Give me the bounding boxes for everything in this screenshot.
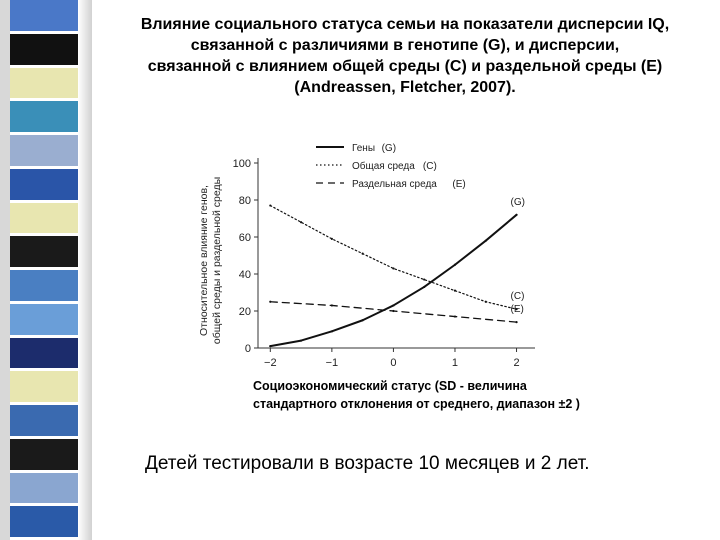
x-tick-label: 2 [513, 357, 520, 369]
y-axis-label [198, 177, 223, 344]
title-line: связанной с различиями в генотипе (G), и дисперсии, [190, 37, 620, 54]
stripe-block [10, 506, 78, 537]
legend-tag: (G) [381, 143, 397, 154]
stripe-block [10, 135, 78, 166]
footer-note: Детей тестировали в возрасте 10 месяцев и 2 лет. [145, 453, 590, 474]
y-tick-label: 40 [238, 269, 251, 281]
data-point [454, 264, 456, 266]
legend-label: Раздельная среда [352, 179, 437, 190]
line-chart [180, 138, 550, 370]
data-point [485, 240, 487, 242]
series-line [270, 215, 516, 346]
data-point [485, 301, 487, 303]
data-point [300, 340, 302, 342]
series-line [270, 206, 516, 310]
data-point [362, 253, 364, 255]
x-tick-label: −2 [264, 357, 277, 369]
x-axis-label [253, 377, 580, 413]
stripe-block [10, 304, 78, 335]
data-point [515, 321, 517, 323]
data-point [515, 214, 517, 216]
data-point [392, 267, 394, 269]
slide-title [105, 14, 705, 98]
stripe-block [10, 169, 78, 200]
stripe-block [10, 0, 78, 31]
data-point [269, 301, 271, 303]
y-tick-label: 100 [232, 158, 251, 170]
series-end-label: (E) [510, 304, 524, 316]
title-line: (Andreassen, Fletcher, 2007). [294, 79, 516, 96]
stripe-block [10, 68, 78, 99]
data-point [269, 345, 271, 347]
title-line: связанной с влиянием общей среды (C) и раздельной среды (E) [147, 58, 663, 75]
stripe-block [10, 338, 78, 369]
legend-label: Гены [352, 143, 376, 154]
data-point [423, 278, 425, 280]
series-end-label: (G) [510, 196, 525, 208]
legend-tag: (C) [422, 161, 437, 172]
x-tick-label: 0 [390, 357, 397, 369]
y-tick-label: 20 [238, 306, 251, 318]
series-end-label: (C) [510, 291, 525, 303]
chart-legend [316, 143, 466, 190]
data-point [423, 286, 425, 288]
stripe-block [10, 236, 78, 267]
data-point [331, 330, 333, 332]
y-tick-label: 80 [238, 195, 251, 207]
legend-label: Общая среда [352, 161, 415, 172]
x-axis-label-line: стандартного отклонения от среднего, диапазон ±2 ) [253, 397, 580, 411]
stripe-block [10, 270, 78, 301]
chart-series [269, 197, 525, 347]
data-point [392, 310, 394, 312]
data-point [331, 238, 333, 240]
y-axis-label-line: общей среды и раздельной среды [211, 176, 223, 345]
data-point [454, 290, 456, 292]
stripe-block [10, 473, 78, 504]
stripe-block [10, 203, 78, 234]
y-axis-label-line: Относительное влияние генов, [198, 185, 210, 336]
x-tick-label: 1 [451, 357, 459, 369]
stripe-block [10, 439, 78, 470]
data-point [269, 204, 271, 206]
data-point [392, 304, 394, 306]
x-tick-label: −1 [325, 357, 339, 369]
data-point [454, 315, 456, 317]
data-point [331, 304, 333, 306]
data-point [362, 319, 364, 321]
stripe-block [10, 405, 78, 436]
legend-tag: (E) [452, 179, 466, 190]
decorative-stripe [0, 0, 92, 540]
stripe-block [10, 371, 78, 402]
stripe-shadow [78, 0, 92, 540]
stripe-edge [0, 0, 10, 540]
y-tick-label: 0 [244, 343, 251, 355]
y-tick-label: 60 [238, 232, 251, 244]
title-line: Влияние социального статуса семьи на показатели дисперсии IQ, [140, 16, 670, 33]
x-axis-label-line: Социоэкономический статус (SD - величина [253, 379, 527, 393]
stripe-block [10, 34, 78, 65]
stripe-block [10, 101, 78, 132]
data-point [300, 221, 302, 223]
